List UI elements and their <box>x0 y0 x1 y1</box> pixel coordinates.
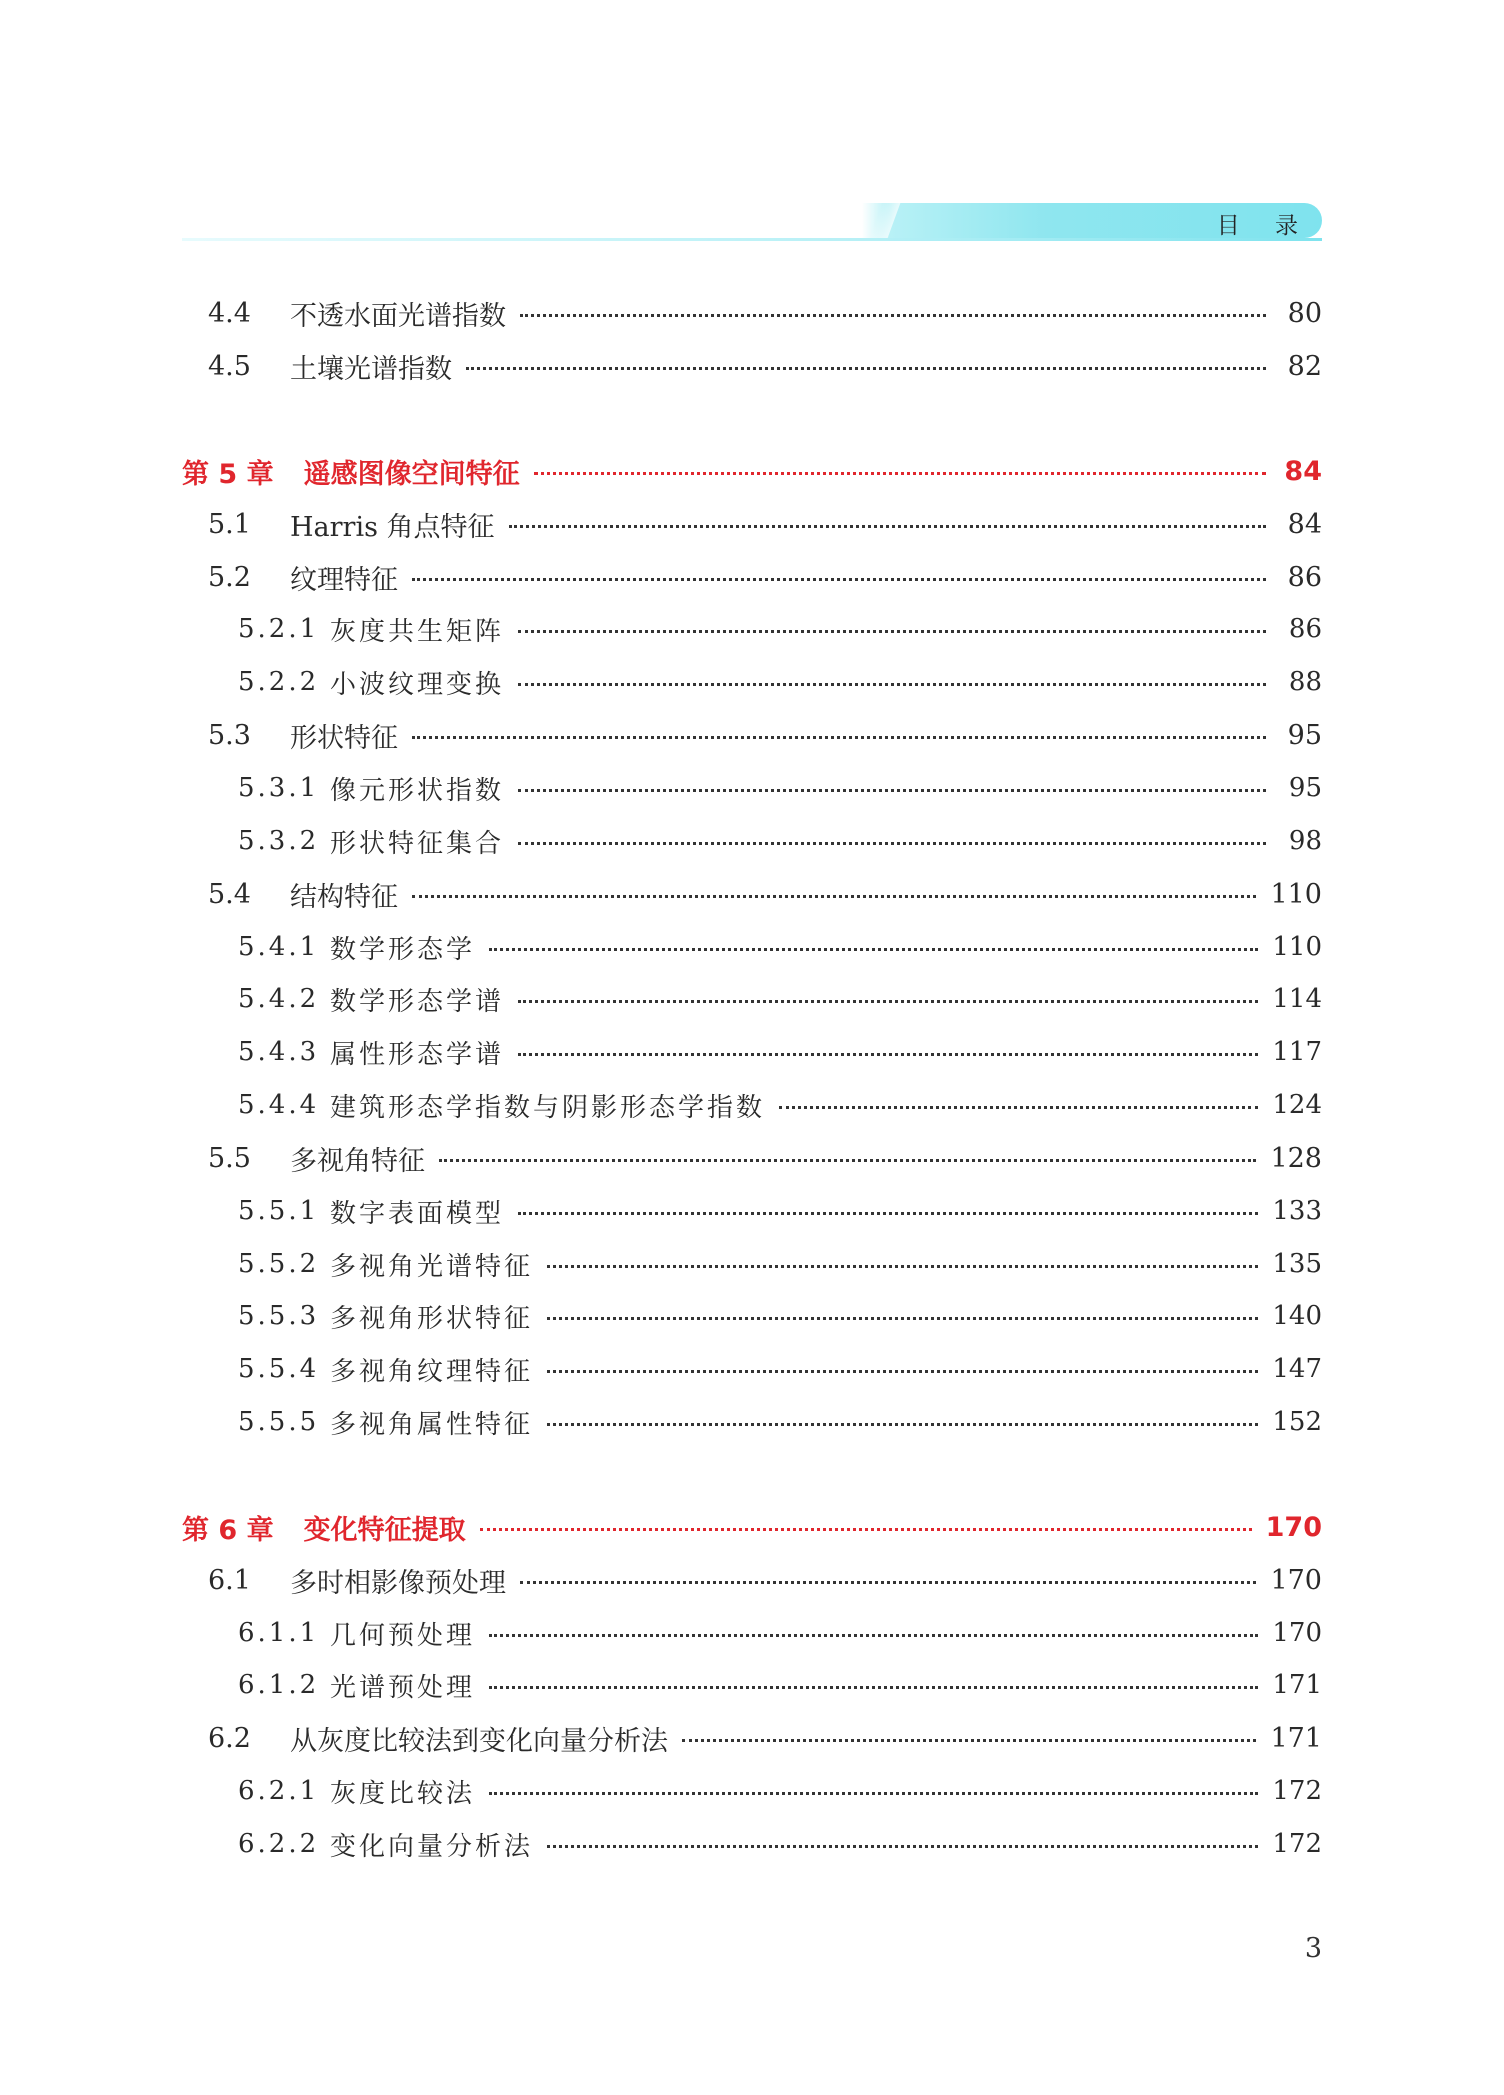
toc-subsection-entry[interactable] <box>0 768 1504 808</box>
toc-entry-page: 171 <box>1272 1670 1322 1700</box>
toc-section-entry[interactable] <box>0 715 1504 755</box>
toc-section-entry[interactable] <box>0 1718 1504 1758</box>
toc-subsection-entry[interactable] <box>0 927 1504 967</box>
toc-entry-title: 土壤光谱指数 <box>290 353 452 385</box>
toc-entry-title: 变化向量分析法 <box>330 1831 534 1862</box>
toc-leader-dots <box>518 630 1266 633</box>
toc-entry-page: 86 <box>1288 614 1322 644</box>
toc-subsection-entry[interactable] <box>0 1824 1504 1864</box>
toc-entry-title: 结构特征 <box>290 881 398 913</box>
toc-entry-number: 第 6 章 <box>182 1514 274 1546</box>
toc-entry-number: 5.4.3 <box>238 1037 320 1067</box>
toc-leader-dots <box>518 1212 1258 1215</box>
toc-entry-number: 6.1.1 <box>238 1618 320 1648</box>
toc-entry-page: 82 <box>1287 350 1322 382</box>
toc-section-entry[interactable] <box>0 504 1504 544</box>
toc-subsection-entry[interactable] <box>0 1032 1504 1072</box>
toc-entry-page: 88 <box>1288 667 1322 697</box>
toc-entry-number: 4.4 <box>208 297 251 329</box>
toc-entry-page: 84 <box>1284 455 1322 487</box>
toc-entry-number: 5.5.1 <box>238 1196 320 1226</box>
toc-subsection-entry[interactable] <box>0 1613 1504 1653</box>
toc-entry-number: 5.3.2 <box>238 826 320 856</box>
toc-chapter-entry[interactable] <box>0 1507 1504 1547</box>
toc-entry-title: 灰度共生矩阵 <box>330 616 505 647</box>
toc-entry-title: 数学形态学谱 <box>330 986 505 1017</box>
toc-entry-page: 117 <box>1272 1037 1322 1067</box>
toc-leader-dots <box>534 472 1266 475</box>
toc-subsection-entry[interactable] <box>0 1191 1504 1231</box>
toc-entry-number: 5.2 <box>208 561 251 593</box>
toc-entry-page: 172 <box>1272 1776 1322 1806</box>
toc-entry-page: 140 <box>1272 1301 1322 1331</box>
toc-entry-page: 147 <box>1272 1354 1322 1384</box>
toc-entry-title: 形状特征 <box>290 722 398 754</box>
toc-leader-dots <box>489 1792 1258 1795</box>
toc-entry-number: 4.5 <box>208 350 251 382</box>
toc-entry-page: 170 <box>1265 1511 1322 1543</box>
toc-entry-number: 6.2.1 <box>238 1776 320 1806</box>
toc-entry-title: 小波纹理变换 <box>330 669 505 700</box>
toc-chapter-entry[interactable] <box>0 451 1504 491</box>
toc-section-entry[interactable] <box>0 293 1504 333</box>
toc-leader-dots <box>518 842 1266 845</box>
toc-leader-dots <box>547 1423 1258 1426</box>
toc-entry-title: 从灰度比较法到变化向量分析法 <box>290 1725 668 1757</box>
toc-entry-number: 5.4.2 <box>238 984 320 1014</box>
toc-leader-dots <box>779 1106 1258 1109</box>
toc-entry-page: 84 <box>1287 508 1322 540</box>
toc-entry-title: 数字表面模型 <box>330 1198 505 1229</box>
toc-entry-number: 5.2.1 <box>238 614 320 644</box>
toc-section-entry[interactable] <box>0 557 1504 597</box>
toc-subsection-entry[interactable] <box>0 821 1504 861</box>
toc-entry-number: 5.5.2 <box>238 1249 320 1279</box>
toc-entry-page: 135 <box>1272 1249 1322 1279</box>
toc-entry-number: 5.5.5 <box>238 1407 320 1437</box>
toc-leader-dots <box>547 1370 1258 1373</box>
toc-leader-dots <box>489 1686 1258 1689</box>
toc-subsection-entry[interactable] <box>0 1402 1504 1442</box>
toc-entry-page: 80 <box>1287 297 1322 329</box>
toc-entry-number: 第 5 章 <box>182 458 274 490</box>
toc-leader-dots <box>547 1317 1258 1320</box>
toc-section-entry[interactable] <box>0 1138 1504 1178</box>
toc-entry-page: 98 <box>1288 826 1322 856</box>
toc-leader-dots <box>489 948 1258 951</box>
toc-entry-page: 95 <box>1288 773 1322 803</box>
toc-entry-number: 5.4 <box>208 878 251 910</box>
toc-leader-dots <box>520 1581 1256 1584</box>
toc-subsection-entry[interactable] <box>0 662 1504 702</box>
toc-entry-title: 属性形态学谱 <box>330 1039 505 1070</box>
header-title: 目 录 <box>1216 213 1300 239</box>
toc-entry-number: 5.5.3 <box>238 1301 320 1331</box>
toc-leader-dots <box>547 1845 1258 1848</box>
toc-section-entry[interactable] <box>0 346 1504 386</box>
toc-leader-dots <box>520 314 1266 317</box>
toc-entry-number: 5.1 <box>208 508 251 540</box>
toc-entry-title: 数学形态学 <box>330 934 476 965</box>
toc-section-entry[interactable] <box>0 1560 1504 1600</box>
toc-entry-page: 114 <box>1272 984 1322 1014</box>
toc-entry-page: 171 <box>1270 1722 1322 1754</box>
toc-leader-dots <box>466 367 1266 370</box>
toc-entry-number: 6.2 <box>208 1722 251 1754</box>
toc-entry-page: 110 <box>1272 932 1322 962</box>
toc-entry-title: 灰度比较法 <box>330 1778 476 1809</box>
toc-entry-page: 128 <box>1270 1142 1322 1174</box>
toc-entry-number: 5.5 <box>208 1142 251 1174</box>
toc-entry-page: 110 <box>1270 878 1322 910</box>
toc-entry-page: 170 <box>1270 1564 1322 1596</box>
toc-subsection-entry[interactable] <box>0 1085 1504 1125</box>
toc-leader-dots <box>439 1159 1256 1162</box>
toc-leader-dots <box>547 1265 1258 1268</box>
toc-entry-page: 170 <box>1272 1618 1322 1648</box>
toc-entry-title: 光谱预处理 <box>330 1672 476 1703</box>
toc-leader-dots <box>509 525 1266 528</box>
toc-entry-number: 5.4.4 <box>238 1090 320 1120</box>
toc-subsection-entry[interactable] <box>0 1771 1504 1811</box>
toc-entry-number: 5.3.1 <box>238 773 320 803</box>
toc-subsection-entry[interactable] <box>0 1665 1504 1705</box>
toc-subsection-entry[interactable] <box>0 1244 1504 1284</box>
toc-entry-number: 6.1 <box>208 1564 251 1596</box>
toc-entry-number: 6.2.2 <box>238 1829 320 1859</box>
toc-entry-number: 5.4.1 <box>238 932 320 962</box>
toc-entry-title: 多视角属性特征 <box>330 1409 534 1440</box>
page-number: 3 <box>1304 1933 1322 1964</box>
toc-entry-title: 纹理特征 <box>290 564 398 596</box>
toc-leader-dots <box>518 1000 1258 1003</box>
toc-entry-number: 6.1.2 <box>238 1670 320 1700</box>
toc-leader-dots <box>412 736 1266 739</box>
toc-entry-page: 95 <box>1287 719 1322 751</box>
toc-leader-dots <box>412 895 1256 898</box>
toc-leader-dots <box>412 578 1266 581</box>
toc-leader-dots <box>518 1053 1258 1056</box>
toc-leader-dots <box>518 683 1266 686</box>
toc-section-entry[interactable] <box>0 874 1504 914</box>
toc-leader-dots <box>682 1739 1256 1742</box>
toc-entry-page: 124 <box>1272 1090 1322 1120</box>
toc-entry-number: 5.3 <box>208 719 251 751</box>
toc-entry-page: 133 <box>1272 1196 1322 1226</box>
toc-entry-page: 152 <box>1272 1407 1322 1437</box>
toc-entry-page: 172 <box>1272 1829 1322 1859</box>
toc-entry-title: 多时相影像预处理 <box>290 1567 506 1599</box>
toc-entry-title: 遥感图像空间特征 <box>303 458 520 490</box>
toc-entry-title: 多视角纹理特征 <box>330 1356 534 1387</box>
toc-entry-title: 像元形状指数 <box>330 775 505 806</box>
toc-leader-dots <box>480 1528 1252 1531</box>
page-header <box>182 203 1322 243</box>
toc-entry-title: 几何预处理 <box>330 1620 476 1651</box>
toc-entry-number: 5.2.2 <box>238 667 320 697</box>
toc-entry-title: 多视角特征 <box>290 1145 425 1177</box>
toc-subsection-entry[interactable] <box>0 609 1504 649</box>
toc-subsection-entry[interactable] <box>0 1349 1504 1389</box>
toc-entry-title: 多视角形状特征 <box>330 1303 534 1334</box>
toc-entry-title: 形状特征集合 <box>330 828 505 859</box>
toc-entry-title: 不透水面光谱指数 <box>290 300 506 332</box>
header-rule <box>182 238 1322 241</box>
toc-entry-number: 5.5.4 <box>238 1354 320 1384</box>
toc-leader-dots <box>518 789 1266 792</box>
toc-entry-title: 建筑形态学指数与阴影形态学指数 <box>330 1092 766 1123</box>
toc-entry-title: 多视角光谱特征 <box>330 1251 534 1282</box>
toc-entry-title: Harris 角点特征 <box>290 511 495 543</box>
toc-leader-dots <box>489 1634 1258 1637</box>
header-tab <box>862 203 1322 238</box>
toc-subsection-entry[interactable] <box>0 979 1504 1019</box>
toc-subsection-entry[interactable] <box>0 1296 1504 1336</box>
toc-entry-title: 变化特征提取 <box>303 1514 466 1546</box>
toc-entry-page: 86 <box>1287 561 1322 593</box>
